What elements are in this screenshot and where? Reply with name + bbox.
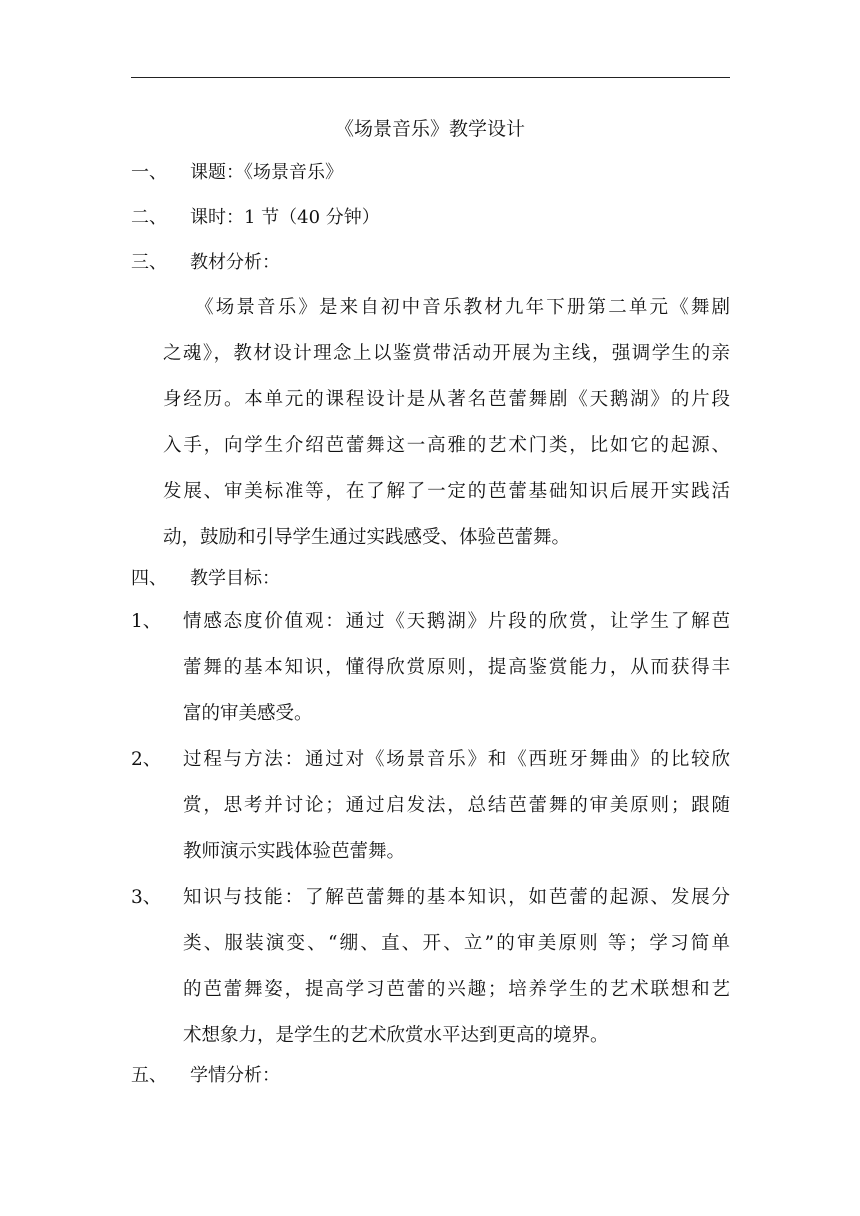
paragraph-line: 入手，向学生介绍芭蕾舞这一高雅的艺术门类，比如它的起源、 (163, 435, 730, 456)
section-heading-2 (131, 206, 380, 230)
goal-line: 类、服装演变、“绷、直、开、立”的审美原则 等；学习简单 (183, 933, 730, 954)
section-text: 教学目标： (190, 568, 280, 589)
section-number: 四、 (131, 568, 167, 589)
section-heading-3 (131, 251, 280, 275)
paragraph-line: 《场景音乐》是来自初中音乐教材九年下册第二单元《舞剧 (163, 297, 730, 318)
section-text: 教材分析： (190, 252, 280, 273)
goal-line: 赏，思考并讨论；通过启发法，总结芭蕾舞的审美原则；跟随 (183, 795, 730, 816)
goal-line: 的芭蕾舞姿，提高学习芭蕾的兴趣；培养学生的艺术联想和艺 (183, 979, 730, 1000)
goal-line: 教师演示实践体验芭蕾舞。 (183, 841, 406, 862)
section-heading-5 (131, 1064, 280, 1088)
paragraph-line: 身经历。本单元的课程设计是从著名芭蕾舞剧《天鹅湖》的片段 (163, 389, 730, 410)
paragraph-line: 之魂》，教材设计理念上以鉴赏带活动开展为主线，强调学生的亲 (163, 343, 730, 364)
goal-line: 术想象力，是学生的艺术欣赏水平达到更高的境界。 (183, 1025, 609, 1046)
analysis-paragraph (163, 285, 730, 561)
goal-number: 2、 (131, 749, 162, 770)
goal-line: 情感态度价值观：通过《天鹅湖》片段的欣赏，让学生了解芭 (183, 611, 730, 632)
goal-number: 1、 (131, 611, 162, 632)
section-number: 五、 (131, 1065, 167, 1086)
section-text: 课时：1 节（40 分钟） (190, 207, 380, 228)
goal-line: 过程与方法：通过对《场景音乐》和《西班牙舞曲》的比较欣 (183, 749, 730, 770)
goal-item-3 (131, 875, 730, 1059)
section-number: 一、 (131, 162, 167, 183)
goal-line: 知识与技能：了解芭蕾舞的基本知识，如芭蕾的起源、发展分 (183, 887, 730, 908)
section-heading-1 (131, 161, 343, 185)
goal-line: 蕾舞的基本知识，懂得欣赏原则，提高鉴赏能力，从而获得丰 (183, 657, 730, 678)
section-number: 二、 (131, 207, 167, 228)
paragraph-line: 动，鼓励和引导学生通过实践感受、体验芭蕾舞。 (163, 527, 571, 548)
section-text: 学情分析： (190, 1065, 280, 1086)
goal-number: 3、 (131, 887, 162, 908)
section-text: 课题：《场景音乐》 (190, 162, 343, 183)
document-title: 《场景音乐》教学设计 (334, 118, 525, 140)
header-rule (131, 77, 730, 78)
section-number: 三、 (131, 252, 167, 273)
paragraph-line: 发展、审美标准等，在了解了一定的芭蕾基础知识后展开实践活 (163, 481, 730, 502)
goal-line: 富的审美感受。 (183, 703, 313, 724)
goal-item-1 (131, 599, 730, 737)
section-heading-4 (131, 567, 280, 591)
goal-item-2 (131, 737, 730, 875)
